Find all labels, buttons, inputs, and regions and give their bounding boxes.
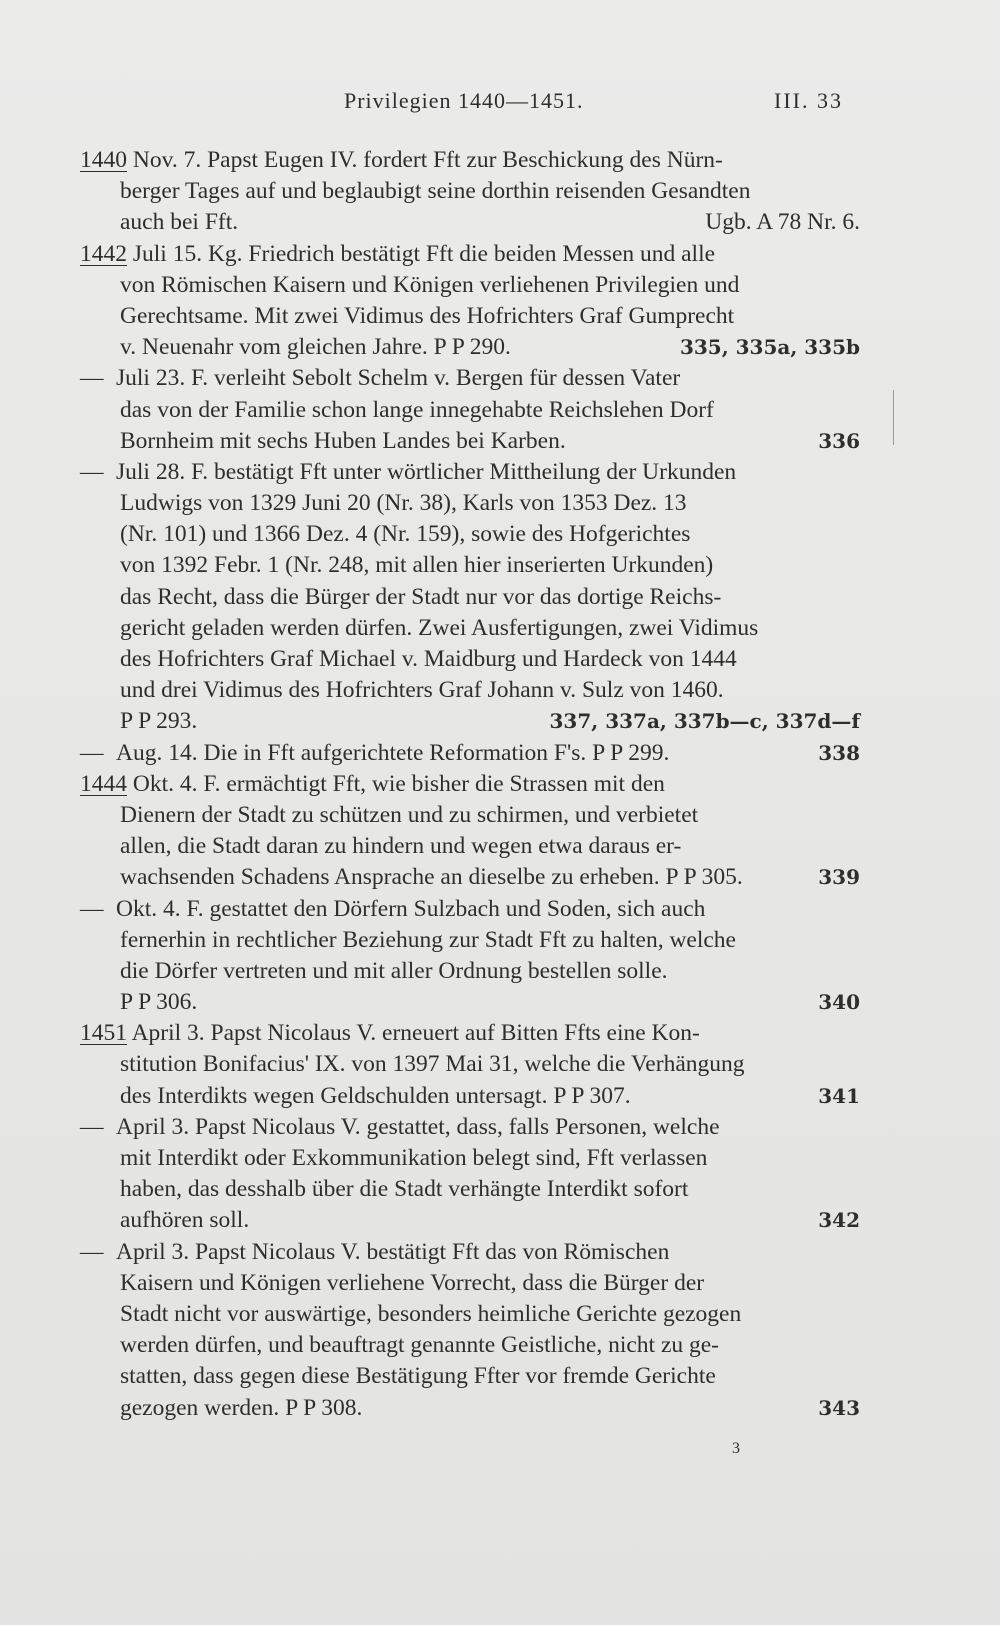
entry-text: allen, die Stadt daran zu hindern und wegen etwa daraus er-	[120, 833, 682, 860]
regest-entry	[80, 239, 860, 364]
entry-line	[80, 1361, 860, 1392]
entry-line	[80, 831, 860, 862]
entry-text: des Interdikts wegen Geldschulden untersagt. P P 307.	[120, 1082, 631, 1109]
entry-text: des Hofrichters Graf Michael v. Maidburg und Hardeck von 1444	[120, 646, 737, 672]
entry-line	[80, 1299, 860, 1330]
entry-line	[80, 925, 860, 956]
entry-line	[80, 363, 860, 394]
entry-line	[80, 1143, 860, 1174]
document-number: 343	[818, 1395, 860, 1420]
margin-rule	[893, 390, 894, 445]
ditto-dash: —	[80, 739, 104, 766]
document-number: 339	[818, 865, 860, 890]
document-number: 340	[818, 990, 860, 1015]
entry-line	[80, 332, 860, 363]
entry-text: (Nr. 101) und 1366 Dez. 4 (Nr. 159), sowie des Hofgerichtes	[120, 521, 691, 548]
entry-text: April 3. Papst Nicolaus V. bestätigt Fft das von Römischen	[116, 1238, 670, 1265]
document-number: 342	[818, 1208, 860, 1233]
entry-line	[80, 894, 860, 925]
entry-line	[80, 1112, 860, 1143]
entry-line	[80, 1205, 860, 1236]
entry-line	[80, 987, 860, 1018]
entry-text: P P 306.	[120, 989, 198, 1016]
entry-line	[80, 1237, 860, 1268]
entries-list	[80, 145, 860, 1424]
entry-year: 1451	[80, 1020, 127, 1047]
entry-text: mit Interdikt oder Exkommunikation belegt sind, Fft verlassen	[120, 1145, 708, 1171]
document-number: 341	[818, 1083, 860, 1108]
ditto-dash: —	[80, 1113, 104, 1140]
entry-text: fernerhin in rechtlicher Beziehung zur Stadt Fft zu halten, welche	[120, 926, 736, 953]
entry-line	[80, 488, 860, 519]
ditto-dash: —	[80, 1238, 104, 1265]
entry-text: Juli 28. F. bestätigt Fft unter wörtlicher Mittheilung der Urkunden	[116, 458, 737, 485]
entry-line	[80, 582, 860, 613]
entry-line	[80, 426, 860, 457]
entry-text: das von der Familie schon lange innegehabte Reichslehen Dorf	[120, 396, 714, 423]
entry-text: Kaisern und Königen verliehene Vorrecht, dass die Bürger der	[120, 1269, 705, 1296]
entry-line	[80, 1268, 860, 1299]
document-number: 338	[818, 740, 860, 765]
document-number: 336	[818, 428, 860, 453]
document-number: 335, 335a, 335b	[679, 335, 860, 360]
entry-line	[80, 239, 860, 270]
entry-text: von 1392 Febr. 1 (Nr. 248, mit allen hier inserierten Urkunden)	[120, 552, 714, 579]
regest-entry	[80, 457, 860, 738]
regest-entry	[80, 738, 860, 769]
entry-year: 1442	[80, 240, 127, 267]
entry-text: stitution Bonifacius' IX. von 1397 Mai 31, welche die Verhängung	[120, 1051, 745, 1078]
entry-line	[80, 1018, 860, 1049]
entry-line	[80, 1393, 860, 1424]
entry-text: die Dörfer vertreten und mit aller Ordnung bestellen solle.	[120, 957, 668, 984]
entry-line	[80, 395, 860, 426]
entry-line	[80, 800, 860, 831]
entry-text: gezogen werden. P P 308.	[120, 1394, 363, 1421]
entry-text: berger Tages auf und beglaubigt seine dorthin reisenden Gesandten	[120, 178, 751, 205]
entry-line	[80, 550, 860, 581]
entry-text: und drei Vidimus des Hofrichters Graf Johann v. Sulz von 1460.	[120, 677, 724, 704]
entry-text: Juli 23. F. verleiht Sebolt Schelm v. Bergen für dessen Vater	[116, 365, 681, 392]
regest-entry	[80, 1018, 860, 1112]
entry-text: P P 293.	[120, 708, 198, 735]
entry-line	[80, 769, 860, 800]
entry-text: Ludwigs von 1329 Juni 20 (Nr. 38), Karls von 1353 Dez. 13	[120, 490, 687, 517]
entry-line	[80, 519, 860, 550]
entry-text: werden dürfen, und beauftragt genannte Geistliche, nicht zu ge-	[120, 1332, 720, 1359]
regest-entry	[80, 769, 860, 894]
entry-text: Bornheim mit sechs Huben Landes bei Karben.	[120, 427, 566, 454]
ditto-dash: —	[80, 365, 104, 392]
entry-line	[80, 176, 860, 207]
entry-line	[80, 145, 860, 176]
entry-line	[80, 613, 860, 644]
regest-entry	[80, 145, 860, 239]
entry-line	[80, 738, 860, 769]
running-title: Privilegien 1440—1451.	[344, 88, 584, 113]
entry-line	[80, 956, 860, 987]
entry-text: Juli 15. Kg. Friedrich bestätigt Fft die beiden Messen und alle	[127, 240, 716, 267]
entry-line	[80, 1174, 860, 1205]
signature-mark: 3	[732, 1440, 740, 1457]
entry-text: Dienern der Stadt zu schützen und zu schirmen, und verbietet	[120, 801, 699, 828]
regest-entry	[80, 894, 860, 1019]
entry-text: haben, das desshalb über die Stadt verhängte Interdikt sofort	[120, 1176, 689, 1203]
entry-text: Okt. 4. F. gestattet den Dörfern Sulzbach und Soden, sich auch	[116, 895, 706, 922]
archive-signature: Ugb. A 78 Nr. 6.	[705, 209, 860, 236]
regest-entry	[80, 363, 860, 457]
entry-line	[80, 706, 860, 737]
page-number: III. 33	[774, 88, 843, 113]
entry-text: statten, dass gegen diese Bestätigung Ffter vor fremde Gerichte	[120, 1363, 716, 1390]
entry-text: von Römischen Kaisern und Königen verliehenen Privilegien und	[120, 271, 740, 298]
regest-entry	[80, 1237, 860, 1424]
entry-text: Okt. 4. F. ermächtigt Fft, wie bisher die Strassen mit den	[127, 770, 665, 797]
entry-line	[80, 1049, 860, 1080]
entry-line	[80, 675, 860, 706]
entry-text: wachsenden Schadens Ansprache an dieselbe zu erheben. P P 305.	[120, 864, 743, 891]
entry-line	[80, 1081, 860, 1112]
entry-text: v. Neuenahr vom gleichen Jahre. P P 290.	[120, 334, 511, 361]
running-header	[0, 88, 1000, 128]
entry-line	[80, 862, 860, 893]
entry-text: Stadt nicht vor auswärtige, besonders heimliche Gerichte gezogen	[120, 1300, 742, 1327]
ditto-dash: —	[80, 895, 104, 922]
entry-text: April 3. Papst Nicolaus V. erneuert auf Bitten Ffts eine Kon-	[127, 1020, 700, 1047]
entry-text: gericht geladen werden dürfen. Zwei Ausfertigungen, zwei Vidimus	[120, 614, 759, 641]
entry-text: auch bei Fft.	[120, 209, 239, 236]
document-number: 337, 337a, 337b—c, 337d—f	[549, 709, 860, 734]
entry-text: aufhören soll.	[120, 1207, 250, 1234]
entry-text: April 3. Papst Nicolaus V. gestattet, dass, falls Personen, welche	[116, 1113, 720, 1140]
entry-text: das Recht, dass die Bürger der Stadt nur vor das dortige Reichs-	[120, 583, 722, 610]
entry-line	[80, 301, 860, 332]
entry-text: Nov. 7. Papst Eugen IV. fordert Fft zur Beschickung des Nürn-	[127, 147, 723, 173]
ditto-dash: —	[80, 458, 104, 485]
entry-year: 1444	[80, 770, 127, 797]
regest-entry	[80, 1112, 860, 1237]
entry-line	[80, 1330, 860, 1361]
entry-year: 1440	[80, 147, 127, 173]
entry-line	[80, 457, 860, 488]
entry-line	[80, 207, 860, 238]
entry-text: Aug. 14. Die in Fft aufgerichtete Reformation F's. P P 299.	[116, 739, 670, 766]
entry-text: Gerechtsame. Mit zwei Vidimus des Hofrichters Graf Gumprecht	[120, 302, 735, 329]
entry-line	[80, 644, 860, 675]
entry-line	[80, 270, 860, 301]
